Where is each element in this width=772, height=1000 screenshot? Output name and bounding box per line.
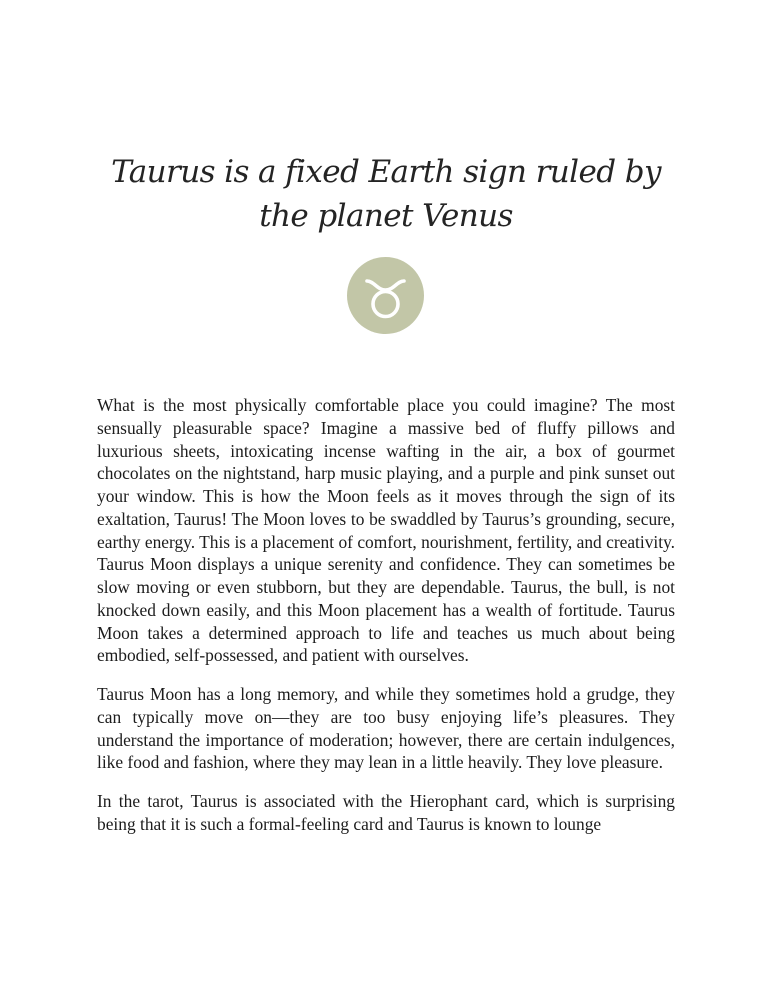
paragraph: Taurus Moon has a long memory, and while they sometimes hold a grudge, they can typically move on—they are too busy enjoying life’s pleasures. They understand the importance of moderation; however, there are certain indulgences, like food and fashion, where they may lean in a little heavily. They love pleasure. <box>97 684 675 773</box>
paragraph: In the tarot, Taurus is associated with the Hierophant card, which is surprising being that it is such a formal-feeling card and Taurus is known to lounge <box>97 791 675 834</box>
taurus-symbol-badge <box>347 257 424 334</box>
paragraph: What is the most physically comfortable place you could imagine? The most sensually pleasurable space? Imagine a massive bed of fluffy pillows and luxurious sheets, intoxicating incense wafting in the air, a box of gourmet chocolates on the nightstand, harp music playing, and a purple and pink sunset out your window. This is how the Moon feels as it moves through the sign of its exaltation, Taurus! The Moon loves to be swaddled by Taurus’s grounding, secure, earthy energy. This is a placement of comfort, nourishment, fertility, and creativity. Taurus Moon displays a unique serenity and confidence. They can sometimes be slow moving or even stubborn, but they are dependable. Taurus, the bull, is not knocked down easily, and this Moon placement has a wealth of fortitude. Taurus Moon takes a determined approach to life and teaches us much about being embodied, self-possessed, and patient with ourselves. <box>97 395 675 666</box>
article-body <box>97 394 675 852</box>
taurus-glyph-icon <box>347 257 424 334</box>
page-title: Taurus is a fixed Earth sign ruled by the planet Venus <box>111 154 661 234</box>
